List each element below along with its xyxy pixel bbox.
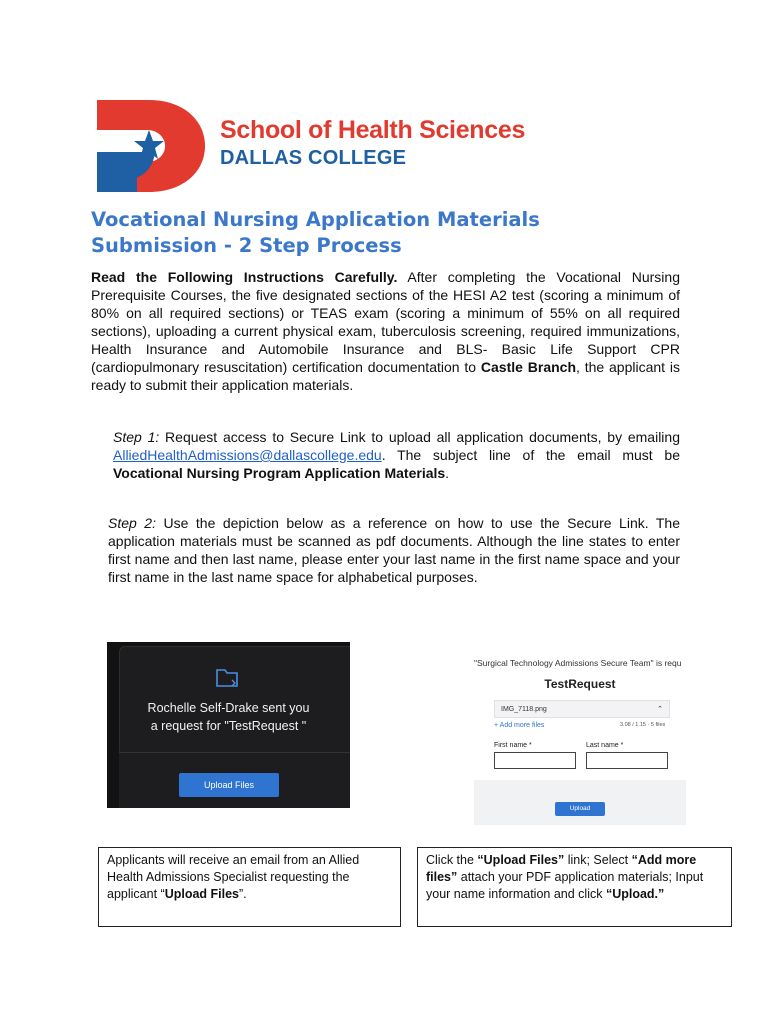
- step-1-text-3: .: [445, 465, 450, 481]
- attached-file-row: [494, 700, 670, 718]
- caption-left: [98, 847, 401, 927]
- page-title: [91, 207, 691, 259]
- step-1-label: Step 1:: [113, 429, 160, 445]
- caption-right-bold-3: “Upload.”: [605, 887, 665, 901]
- upload-form-screenshot: [474, 652, 686, 825]
- step-2-label: Step 2:: [108, 515, 156, 531]
- caption-right-bold-2: “Add more files”: [426, 853, 697, 884]
- email-subject: Vocational Nursing Program Application Materials: [113, 465, 446, 481]
- email-request-screenshot: [107, 642, 350, 808]
- dallas-college-logo: [97, 100, 207, 192]
- file-size-info: 3.08 / 1.15 · 5 files: [620, 722, 666, 728]
- first-name-label: First name *: [494, 742, 532, 749]
- last-name-input[interactable]: [586, 752, 668, 769]
- request-title: TestRequest: [544, 677, 616, 691]
- request-message-line-1: Rochelle Self-Drake sent you: [147, 701, 310, 715]
- intro-paragraph: [91, 268, 680, 394]
- step-1-paragraph: [113, 428, 680, 482]
- caption-left-bold: Upload Files: [164, 887, 240, 901]
- intro-bold-lead: Read the Following Instructions Carefully.: [91, 269, 398, 285]
- step-1-text-1: Request access to Secure Link to upload all application documents, by emailing: [159, 429, 680, 445]
- intro-text-2: , the applicant is ready to submit their application materials.: [91, 359, 681, 393]
- upload-button[interactable]: Upload: [555, 802, 605, 816]
- first-name-input[interactable]: [494, 752, 576, 769]
- caption-right: [417, 847, 732, 927]
- caption-right-text-2: link; Select: [564, 853, 632, 867]
- step-2-text: Use the depiction below as a reference on how to use the Secure Link. The application materials must be scanned as pdf documents. Although the line states to enter first name and then last name, please enter your last name in the first name space and your first name in the last name space for alphabetical purposes.: [108, 515, 680, 585]
- file-name: IMG_7118.png: [501, 706, 547, 713]
- folder-upload-icon: [215, 666, 241, 690]
- add-more-files-link[interactable]: + Add more files: [494, 722, 545, 729]
- request-message-line-2: a request for "TestRequest ": [150, 719, 307, 733]
- caption-left-text-1: Applicants will receive an email from an Allied Health Admissions Specialist requesting the applicant “: [107, 853, 360, 901]
- step-2-paragraph: [108, 514, 680, 586]
- college-name: DALLAS COLLEGE: [220, 147, 407, 169]
- last-name-label: Last name *: [586, 742, 624, 749]
- title-line-1: Vocational Nursing Application Materials: [91, 208, 540, 231]
- caption-right-text-1: Click the: [426, 853, 478, 867]
- intro-text-1: After completing the Vocational Nursing Prerequisite Courses, the five designated sections of the HESI A2 test (scoring a minimum of 80% on all required sections) or TEAS exam (scoring a minimum of 55% on all required sections), uploading a current physical exam, tuberculosis screening, required immunizations, Health Insurance and Automobile Insurance and BLS- Basic Life Support CPR (cardiopulmonary resuscitation) certification documentation to: [91, 269, 680, 375]
- secure-team-header: "Surgical Technology Admissions Secure Team" is requ: [474, 658, 682, 668]
- admissions-email-link[interactable]: AlliedHealthAdmissions@dallascollege.edu: [113, 447, 382, 463]
- caption-left-text-2: ”.: [239, 887, 247, 901]
- caption-right-bold-1: “Upload Files”: [477, 853, 565, 867]
- chevron-up-icon[interactable]: ⌃: [657, 706, 663, 713]
- school-name: School of Health Sciences: [220, 116, 526, 144]
- title-line-2: Submission - 2 Step Process: [91, 234, 402, 257]
- request-message: [107, 699, 350, 735]
- caption-right-text-3: attach your PDF application materials; Input your name information and click: [426, 870, 704, 901]
- upload-files-button[interactable]: Upload Files: [179, 773, 279, 797]
- castle-branch: Castle Branch: [480, 359, 576, 375]
- step-1-text-2: . The subject line of the email must be: [381, 447, 680, 463]
